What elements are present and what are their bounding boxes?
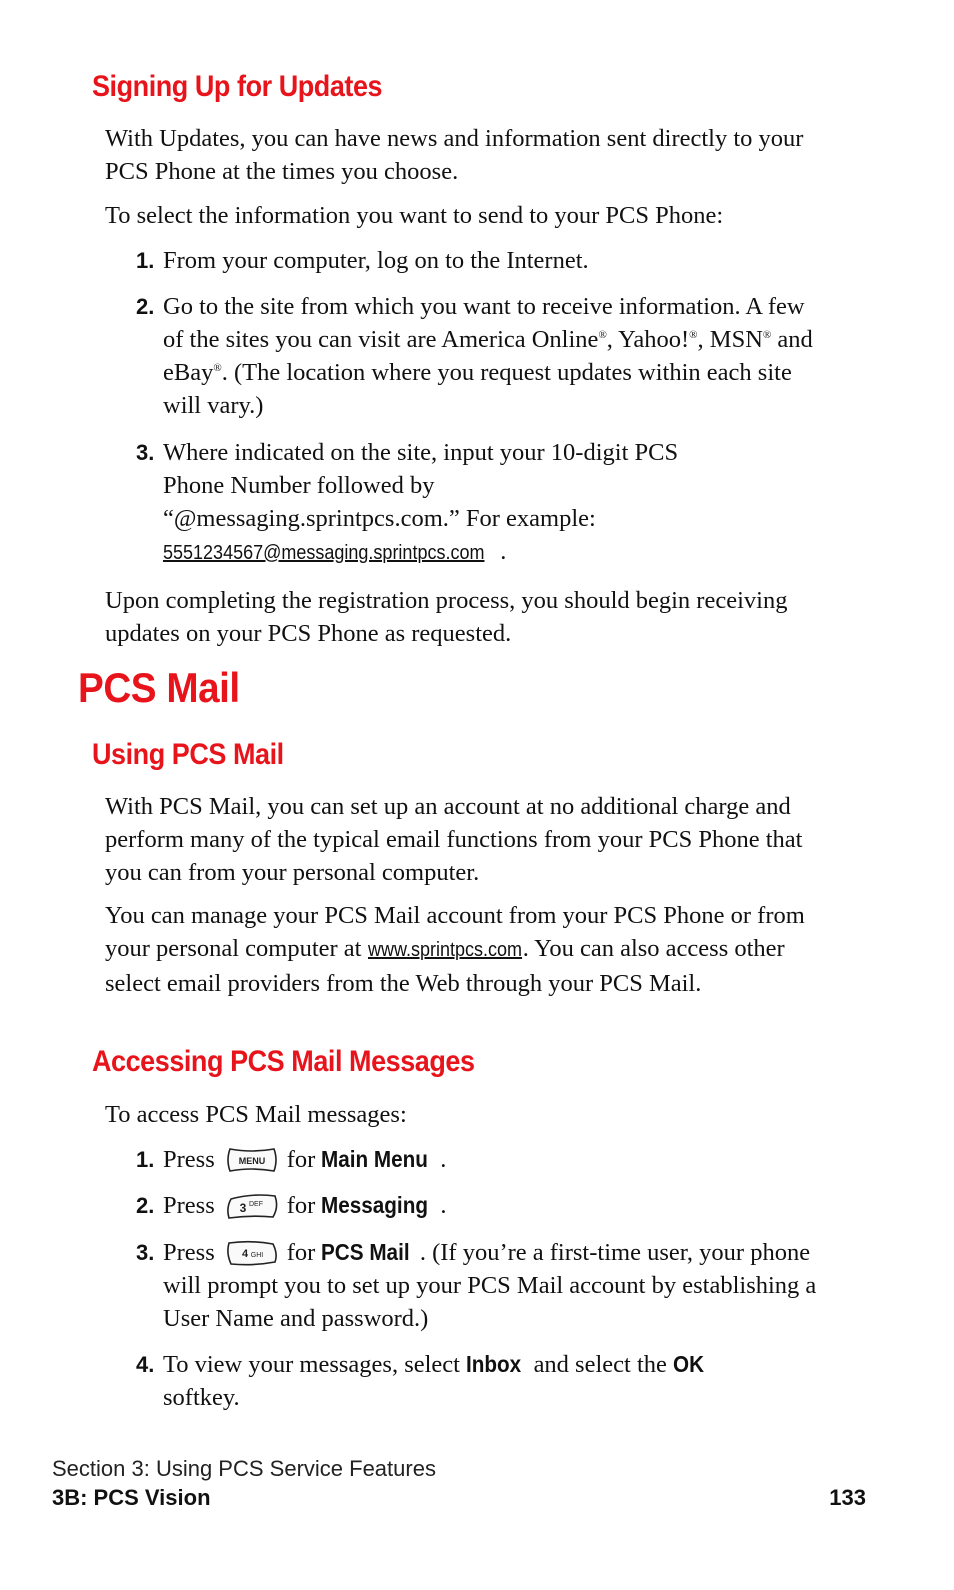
- updates-closing: Upon completing the registration process, you should begin receiving updates on your PCS Phone as requested.: [105, 587, 788, 647]
- step-text: To view your messages, select Inbox and select the OK softkey.: [163, 1351, 705, 1411]
- step-number: 2.: [136, 294, 155, 319]
- using-pcs-mail-para-1: With PCS Mail, you can set up an account at no additional charge and perform many of the typical email functions from your PCS Phone that you can from your personal computer.: [105, 793, 803, 886]
- step-number: 3.: [136, 1240, 155, 1265]
- sprintpcs-link[interactable]: www.sprintpcs.com: [367, 939, 522, 961]
- svg-text:MENU: MENU: [238, 1156, 265, 1166]
- step-text: Press 3 DEF for Messaging .: [163, 1192, 447, 1219]
- page-number: 133: [829, 1485, 866, 1510]
- accessing-intro: To access PCS Mail messages:: [105, 1101, 407, 1128]
- svg-text:DEF: DEF: [248, 1201, 263, 1208]
- step-number: 2.: [136, 1193, 155, 1218]
- updates-select-text: To select the information you want to send to your PCS Phone:: [105, 202, 724, 229]
- step-text: Press 4 GHI for PCS Mail . (If you’re a first-time user, your phone will prompt you to set up your PCS Mail account by establishing a User Name and password.): [163, 1239, 817, 1332]
- using-pcs-mail-heading: Using PCS Mail: [92, 738, 284, 771]
- registered-mark: ®: [762, 329, 772, 341]
- step-text: Press MENU for Main Menu .: [163, 1146, 447, 1173]
- step-text: From your computer, log on to the Internet.: [163, 247, 589, 274]
- menu-key-icon: [225, 1147, 279, 1173]
- registered-mark: ®: [598, 329, 607, 341]
- example-email-link[interactable]: 5551234567@messaging.sprintpcs.com: [163, 542, 485, 564]
- step-number: 1.: [136, 248, 155, 273]
- svg-text:3: 3: [239, 1201, 247, 1215]
- svg-text:4: 4: [241, 1248, 248, 1260]
- accessing-mail-heading: Accessing PCS Mail Messages: [92, 1045, 475, 1078]
- step-number: 3.: [136, 440, 155, 465]
- footer-section-label: Section 3: Using PCS Service Features: [52, 1456, 436, 1481]
- key-3-def-icon: [225, 1193, 279, 1219]
- svg-text:GHI: GHI: [250, 1252, 263, 1259]
- using-pcs-mail-para-2: You can manage your PCS Mail account from your PCS Phone or from your personal computer at www.sprintpcs.com. You can also access other select email providers from the Web through your PCS Mail.: [105, 902, 805, 997]
- step-number: 1.: [136, 1147, 155, 1172]
- step-text: Go to the site from which you want to receive information. A few of the sites you can visit are America Online®, Yahoo!®, MSN® and eBay®. (The location where you request updates within each site will vary.): [163, 293, 813, 419]
- footer-chapter-label: 3B: PCS Vision: [52, 1485, 211, 1510]
- registered-mark: ®: [689, 329, 698, 341]
- updates-heading: Signing Up for Updates: [92, 70, 383, 103]
- pcs-mail-title: PCS Mail: [78, 664, 240, 711]
- key-4-ghi-icon: [225, 1240, 279, 1266]
- registered-mark: ®: [213, 362, 222, 374]
- step-text: Where indicated on the site, input your 10-digit PCS Phone Number followed by “@messaging.sprintpcs.com.” For example: 5551234567@messaging.sprintpcs.com .: [163, 436, 703, 570]
- updates-intro: With Updates, you can have news and information sent directly to your PCS Phone at the times you choose.: [105, 125, 804, 185]
- step-number: 4.: [136, 1352, 155, 1377]
